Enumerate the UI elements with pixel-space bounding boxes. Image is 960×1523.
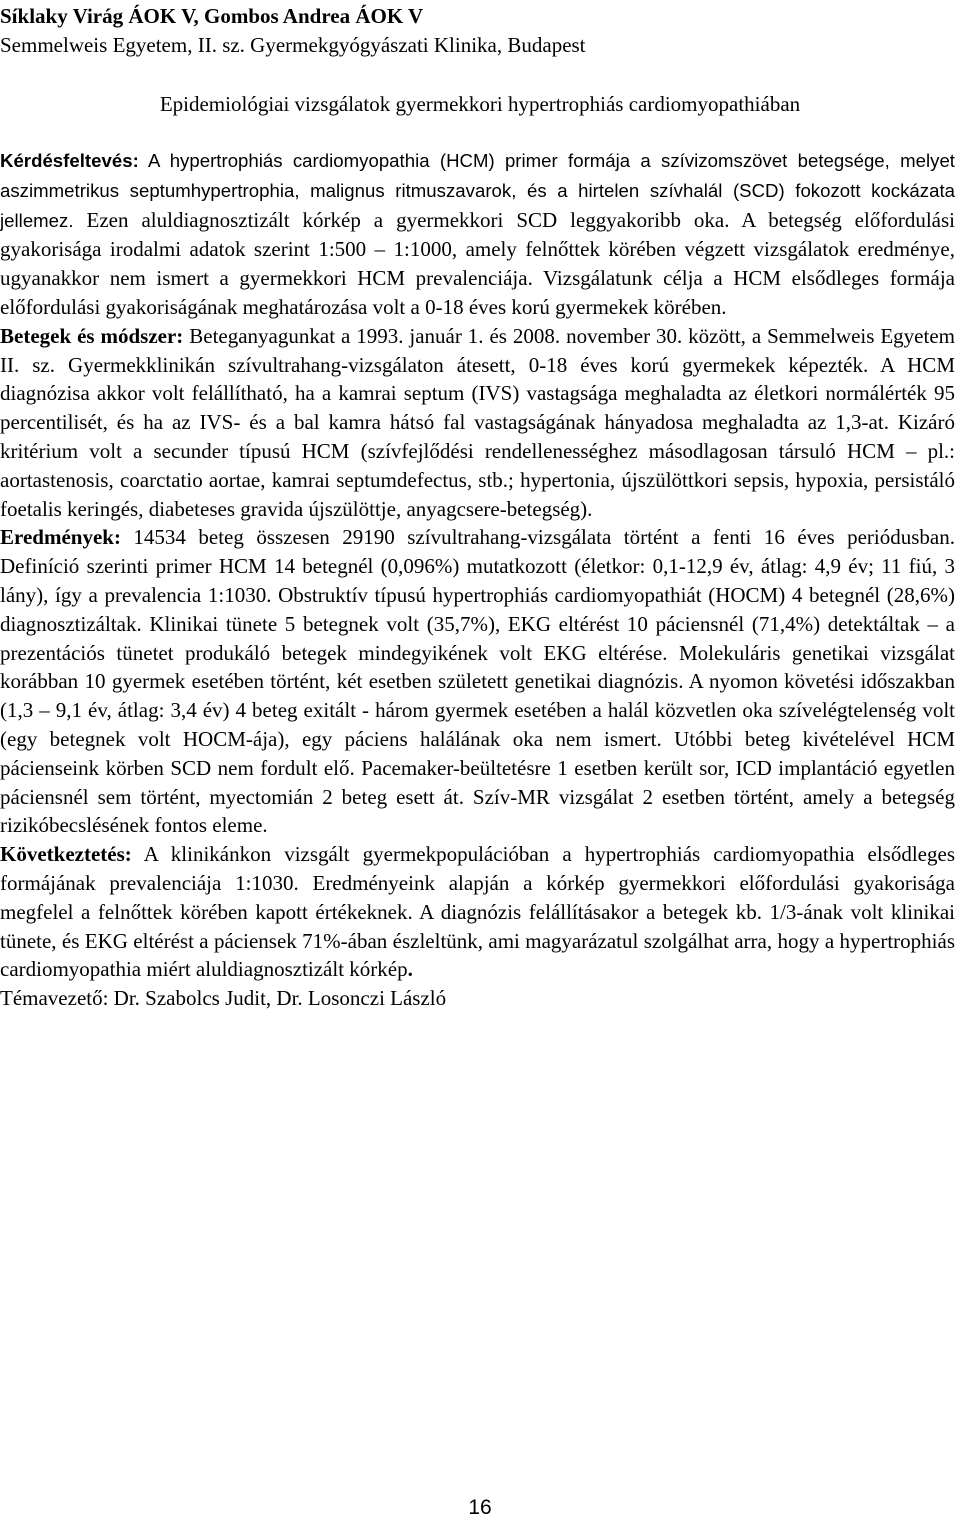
results-text: 14534 beteg összesen 29190 szívultrahang-vizsgálata történt a fenti 16 éves periódusban. Definíció szerinti primer HCM 14 betegnél (0,096%) mutatkozott (életkor: 0,1-12,9 év, átlag: 4,9 év; 11 fiú, 3 lány), így a prevalencia 1:1030. Obstruktív típusú hypertrophiás cardiomyopathiát (HOCM) 4 betegnél (28,6%) diagnosztizáltak. Klinikai tünete 5 betegnek volt (35,7%), EKG eltérést 10 páciensnél (71,4%) detektáltak – a prezentációs tünetet produkáló betegek mindegyikének volt EKG eltérése. Molekuláris genetikai vizsgálat korábban 10 gyermek esetében történt, két esetben született genetikai diagnózis. A nyomon követési időszakban (1,3 – 9,1 év, átlag: 3,4 év) 4 beteg exitált - három gyermek esetében a halál közvetlen oka szívelégtelenség volt (egy betegnek volt HOCM-ája), egy páciens halálának oka nem ismert. Utóbbi beteg kivételével HCM pácienseink körben SCD nem fordult elő. Pacemaker-beültetésre 1 esetben került sor, ICD implantáció egyetlen páciensnél sem történt, myectomián 2 beteg esett át. Szív-MR vizsgálat 2 esetben történt, amely a betegség rizikóbecslésének fontos eleme.	[0, 525, 955, 838]
conclusion-text: A klinikánkon vizsgált gyermekpopulációban a hypertrophiás cardiomyopathia elsődleges formájának prevalenciája 1:1030. Eredményeink alapján a kórkép gyermekkori előfordulási gyakorisága megfelel a felnőttek körében kapott értékeknek. A diagnózis felállításakor a betegek kb. 1/3-ának volt klinikai tünete, és EKG eltérést a páciensek 71%-ában észleltünk, ami magyarázatul szolgálhat arra, hogy a hypertrophiás cardiomyopathia miért aluldiagnosztizált kórkép	[0, 842, 955, 982]
conclusion-label: Következtetés:	[0, 842, 132, 867]
results-paragraph	[0, 523, 955, 840]
background-text-sans: A hypertrophiás cardiomyopathia (HCM) primer formája a szívizomszövet betegsége, melyet aszimmetrikus septumhypertrophia, malignus ritmuszavarok, és a hirtelen szívhalál (SCD) fokozott kockázata jellemez.	[0, 150, 955, 231]
conclusion-end-mark: .	[407, 957, 413, 982]
methods-text: Beteganyagunkat a 1993. január 1. és 2008. november 30. között, a Semmelweis Egyetem II. sz. Gyermekklinikán szívultrahang-vizsgálaton átesett, 0-18 éves korú gyermekek képezték. A HCM diagnózisa akkor volt felállítható, ha a kamrai septum (IVS) vastagsága meghaladta az életkori normálérték 95 percentilisét, és ha az IVS- és a bal kamra hátsó fal vastagságának hányadosa meghaladta az 1,3-at. Kizáró kritérium volt a secunder típusú HCM (szívfejlődési rendellenességhez másodlagosan társuló HCM – pl.: aortastenosis, coarctatio aortae, kamrai septumdefectus, stb.; hypertonia, újszülöttkori sepsis, hypoxia, persistáló foetalis keringés, diabeteses gravida újszülöttje, anyagcsere-betegség).	[0, 323, 955, 521]
results-label: Eredmények:	[0, 525, 121, 550]
abstract-title: Epidemiológiai vizsgálatok gyermekkori hypertrophiás cardiomyopathiában	[159, 92, 801, 116]
supervisors-line: Témavezető: Dr. Szabolcs Judit, Dr. Losonczi László	[0, 986, 447, 1011]
abstract-body	[0, 146, 955, 1013]
background-label: Kérdésfeltevés:	[0, 150, 139, 171]
methods-label: Betegek és módszer:	[0, 323, 184, 348]
author-block	[0, 2, 950, 60]
page-number: 16	[468, 1496, 492, 1519]
conclusion-paragraph	[0, 840, 955, 984]
methods-paragraph	[0, 322, 955, 524]
background-paragraph	[0, 146, 955, 322]
author-names: Síklaky Virág ÁOK V, Gombos Andrea ÁOK V	[0, 4, 424, 28]
institution-line: Semmelweis Egyetem, II. sz. Gyermekgyógyászati Klinika, Budapest	[0, 33, 586, 57]
background-text-serif: Ezen aluldiagnosztizált kórkép a gyermekkori SCD leggyakoribb oka. A betegség előfordulási gyakorisága irodalmi adatok szerint 1:500 – 1:1000, amely felnőttek körében végzett vizsgálatok eredménye, ugyanakkor nem ismert a gyermekkori HCM prevalenciája. Vizsgálatunk célja a HCM elsődleges formája előfordulási gyakoriságának meghatározása volt a 0-18 éves korú gyermekek körében.	[0, 207, 955, 319]
